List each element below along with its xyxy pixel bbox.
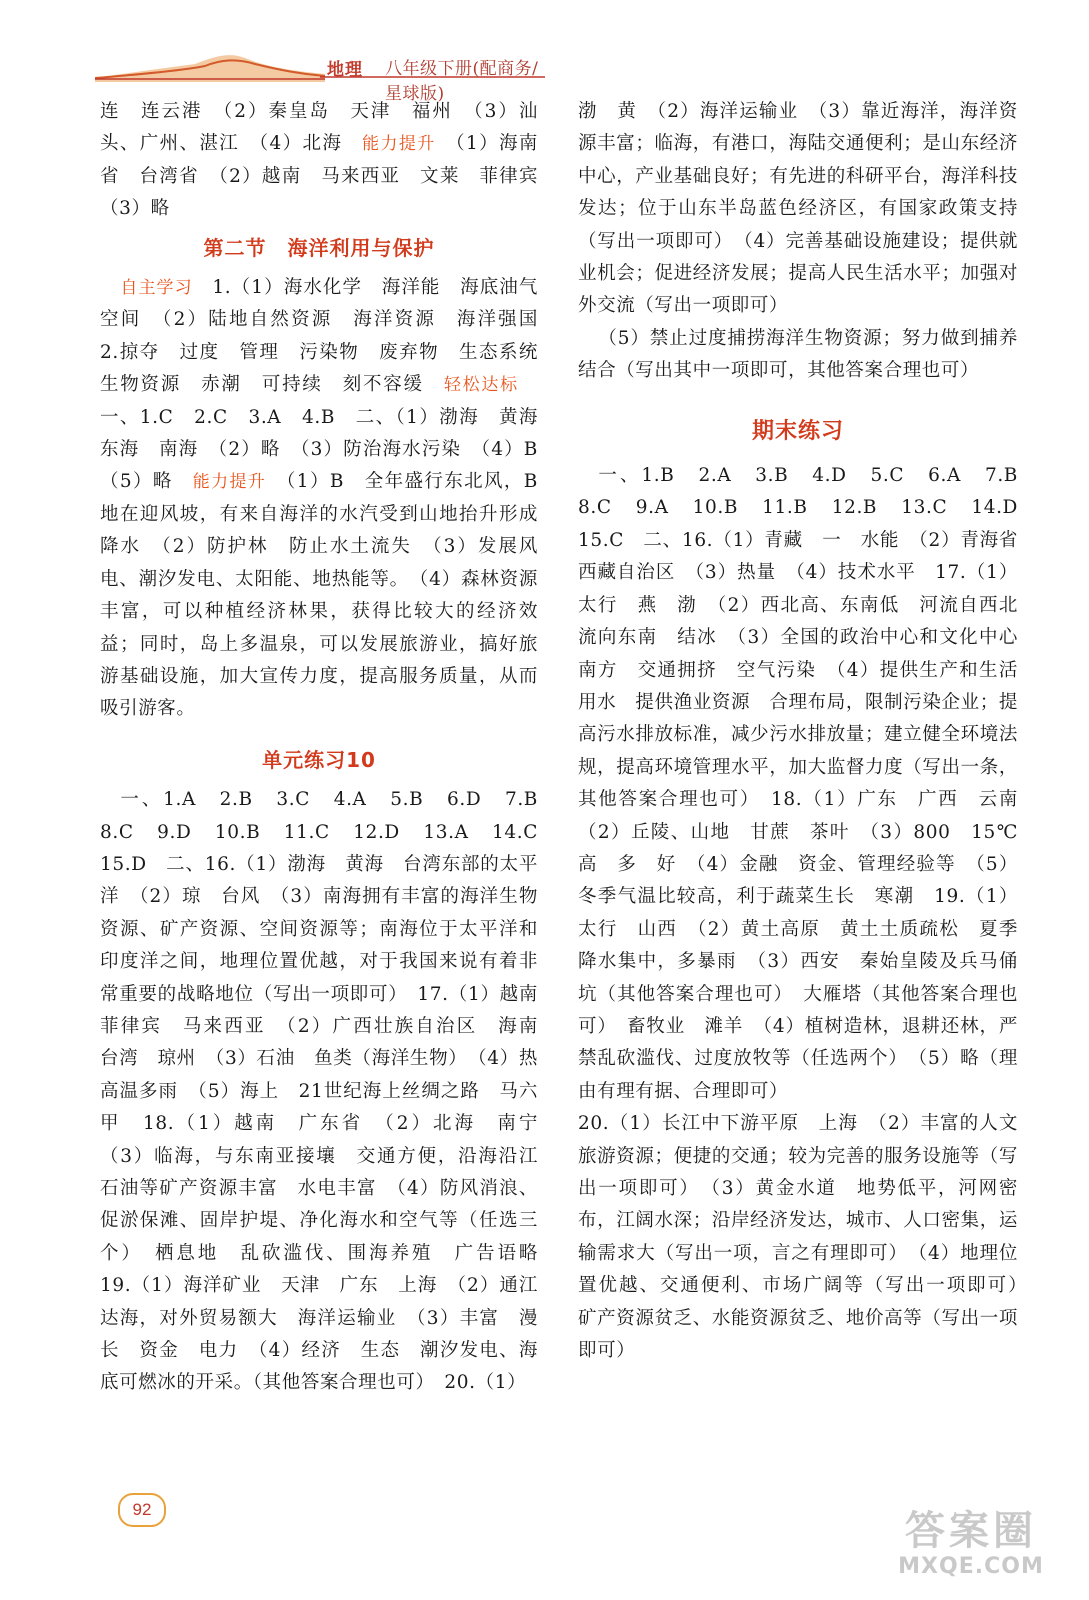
answer-paragraph: 20.（1）长江中下游平原 上海 （2）丰富的人文旅游资源；便捷的交通；较为完善的服务设施等（写出一项即可） （3）黄金水道 地势低平，河网密布，江阔水深；沿岸经济发达，城市、人口密集，运输需求大（写出一项，言之有理即可） （4）地理位置优越、交通便利、市场广阔等（写出一项即可） 矿产资源贫乏、水能资源贫乏、地价高等（写出一项即可） [578,1113,1038,1362]
answer-paragraph: 一、1.A 2.B 3.C 4.A 5.B 6.D 7.B 8.C 9.D 10.B 11.C 12.D 13.A 14.C 15.D 二、16.（1）渤海 黄海 台湾东部的太平洋 （2）琼 台风 （3）南海拥有丰富的海洋生物资源、矿产资源、空间资源等；南海位于太平洋和印度洋之间，地理位置优越，对于我国来说有着非常重要的战略地位（写出一项即可） 17.（1）越南 菲律宾 马来西亚 （2）广西壮族自治区 海南 台湾 琼州 （3）石油 鱼类（海洋生物） （4）热 高温多雨 （5）海上 21世纪海上丝绸之路 马六甲 18.（1）越南 广东省 （2）北海 南宁 （3）临海，与东南亚接壤 交通方便，沿海沿江 石油等矿产资源丰富 水电丰富 （4）防风消浪、促淤保滩、固岸护堤、净化海水和空气等（任选三个） 栖息地 乱砍滥伐、围海养殖 广告语略 19.（1）海洋矿业 天津 广东 上海 （2）通江达海，对外贸易额大 海洋运输业 （3）丰富 漫长 资金 电力 （4）经济 生态 潮汐发电、海底可燃冰的开采。（其他答案合理也可） 20.（1） [100,789,558,1394]
section-tag: 能力提升 [362,134,436,155]
answer-text: 连 连云港 （2）秦皇岛 天津 福州 （3）汕头、广州、湛江 （4）北海 [100,101,538,155]
left-column [100,96,558,1400]
watermark-url: MXQE.COM [898,1554,1044,1579]
answer-paragraph: 渤 黄 （2）海洋运输业 （3）靠近海洋，海洋资源丰富；临海，有港口，海陆交通便利；是山东经济中心，产业基础良好；有先进的科研平台，海洋科技发达；位于山东半岛蓝色经济区，有国家政策支持（写出一项即可） （4）完善基础设施建设；提供就业机会；促进经济发展；提高人民生活水平；加强对外交流（写出一项即可） [578,101,1018,317]
section-tag: 能力提升 [192,472,267,493]
page-number: 92 [118,1493,166,1527]
section-title: 第二节 海洋利用与保护 [203,235,435,260]
answer-paragraph [100,96,558,226]
answer-paragraph [100,272,558,726]
answer-paragraph: （5）禁止过度捕捞海洋生物资源；努力做到捕养结合（写出其中一项即可，其他答案合理也可） [578,327,1018,382]
watermark-logo: 答案圈 [905,1508,1037,1554]
answer-paragraph: 一、1.B 2.A 3.B 4.D 5.C 6.A 7.B 8.C 9.A 10.B 11.B 12.B 13.C 14.D 15.C 二、16.（1）青藏 一 水能 （2）青海省 西藏自治区 （3）热量 （4）技术水平 17.（1）太行 燕 渤 （2）西北高、东南低 河流自西北流向东南 结冰 （3）全国的政治中心和文化中心 南方 交通拥挤 空气污染 （4）提供生产和生活用水 提供渔业资源 合理布局，限制污染企业；提高污水排放标准，减少污水排放量；建立健全环境法规，提高环境管理水平，加大监督力度（写出一条，其他答案合理也可） 18.（1）广东 广西 云南 （2）丘陵、山地 甘蔗 茶叶 （3）800 15℃ 高 多 好 （4）金融 资金、管理经验等 （5）冬季气温比较高，利于蔬菜生长 寒潮 19.（1）太行 山西 （2）黄土高原 黄土土质疏松 夏季降水集中，多暴雨 （3）西安 秦始皇陵及兵马俑坑（其他答案合理也可） 大雁塔（其他答案合理也可） 畜牧业 滩羊 （4）植树造林，退耕还林，严禁乱砍滥伐、过度放牧等（任选两个） （5）略（理由有理有据、合理即可） [578,465,1038,1102]
section-tag: 自主学习 [120,278,193,299]
right-column [578,96,1038,1367]
watermark [881,1508,1061,1588]
section-tag: 轻松达标 [443,375,519,396]
header-subject: 地理 [327,60,363,80]
section-title: 单元练习10 [262,747,376,772]
answer-text: 一、1.C 2.C 3.A 4.B 二、（1）渤海 黄海 东海 南海 （2）略 （3）防治海水污染 （4）B （5）略 [100,374,558,493]
answer-text: （1）海南省 台湾省 （2）越南 马来西亚 文莱 菲律宾 （3）略 [100,133,558,220]
answer-text: 1.（1）海水化学 海洋能 海底油气 空间 （2）陆地自然资源 海洋资源 海洋强国 2.掠夺 过度 管理 污染物 废弃物 生态系统 生物资源 赤潮 可持续 刻不容缓 [100,277,558,396]
answer-text: （1）B 全年盛行东北风，B地在迎风坡，有来自海洋的水汽受到山地抬升形成降水 （2）防护林 防止水土流失 （3）发展风电、潮汐发电、太阳能、地热能等。 （4）森林资源丰富，可以种植经济林果，获得比较大的经济效益；同时，岛上多温泉，可以发展旅游业，搞好旅游基础设施，加大宣传力度，提高服务质量，从而吸引游客。 [100,471,538,720]
section-title: 期末练习 [751,418,844,444]
header-book-title: 八年级下册(配商务/星球版) [385,59,539,104]
page-header [95,48,545,104]
